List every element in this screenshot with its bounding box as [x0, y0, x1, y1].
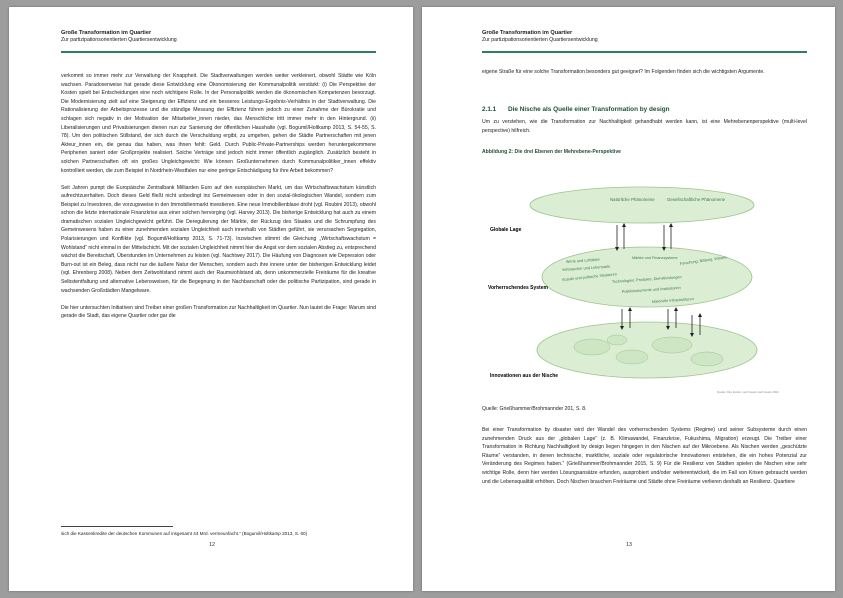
middle-label: Materielle Infrastrukturen [651, 297, 694, 304]
natural-phenomena-label: Natürliche Phänomene [610, 197, 655, 202]
left-body-text [61, 72, 376, 329]
right-page [422, 7, 835, 591]
figure-credit: Quelle: Öko-Institut, nach Geels nach Geels 2002 [717, 390, 779, 394]
middle-label: Politikinstrumente und Institutionen [621, 285, 681, 294]
niche-level-ellipse [537, 322, 757, 378]
level-label-global: Globale Lage [490, 227, 522, 233]
footnote-rule [61, 526, 173, 527]
multi-level-perspective-figure [482, 165, 807, 400]
figure-source: Quelle: Grießhammer/Brohmannder 201, S. 8. [482, 406, 587, 412]
header-title: Große Transformation im Quartier [482, 30, 573, 36]
level-label-regime [488, 285, 548, 291]
right-top-text [482, 68, 807, 85]
header-title: Große Transformation im Quartier [61, 30, 152, 36]
page-number: 13 [626, 542, 632, 548]
section-intro [482, 118, 807, 144]
paragraph: verkommt so immer mehr zur Verwaltung der Knappheit. Die Stadtverwaltungen werden weiter verkleinert, obwohl Städte wie Köln wachsen. Paradoxerweise hat gerade diese Entwicklung eine Ökonomisierung der Kommunalpolitik verstärkt: (i) Die Perspektive der Kosten spielt bei Entscheidungen eine noch wichtigere Rolle. In der Personalpolitik werden die ökonomischen Kompetenzen bevorzugt. Die Modernisierung zielt auf eine Steigerung der Effizienz und ein besseres Leistungs-Ergebnis-Verhältnis in der Stadtverwaltung. Die Rationalisierung der Arbeitsprozesse und die ständige Messung der Effizienz führen jedoch zu einer Zunahme der Bürokratie und schlagen sich negativ in der Motivation der Mitarbeiter_innen nieder, das Menschliche tritt immer mehr in den Hintergrund. (ii) Liberalisierungen und Privatisierungen dienen nun zur Sanierung der öffentlichen Haushalte (vgl. Bogumil/Holtkamp 2013, S. 54-55, S. 78). Um den politischen Stillstand, der sich durch die Verschuldung ergibt, zu umgehen, gehen die Städte Partnerschaften mit jenen Akteur_innen ein, die genau das haben, was ihnen fehlt: Geld. Durch Public-Private-Partnerships werden heruntergekommene Peripherien saniert oder Großprojekte realisiert. Solche Verträge sind jedoch nicht immer öffentlich zugänglich. Zusätzlich besteht in solchen Partnerschaften oft ein großes Ungleichgewicht: Wie können Großunternehmen durch Kommunalpolitiker_innen effektiv kontrolliert werden, die zum Beispiel in Nordrhein-Westfalen nur eine geringe Entschädigung für ihre Arbeit bekommen? [61, 73, 376, 174]
middle-label: Verbraucher und Lebensstile [561, 264, 611, 272]
running-header [61, 29, 177, 44]
header-subtitle: Zur partizipationsorientierten Quartiersentwicklung [61, 37, 177, 43]
page-number: 12 [209, 542, 215, 548]
running-header [482, 29, 598, 44]
level-label-niche: Innovationen aus der Nische [490, 373, 559, 379]
footnote: sich die Kassenkredite der deutschen Kommunen auf insgesamt 44 Mrd. vermeunfacht.“ (Bogumil/Holtkamp 2013, S. 60) [61, 531, 308, 536]
left-page [9, 7, 413, 591]
paragraph: Um zu verstehen, wie die Transformation zur Nachhaltigkeit gehandhabt werden kann, ist eine Mehrebenenperspektive (multi-level perspective) hilfreich. [482, 119, 807, 134]
figure-caption: Abbildung 2: Die drei Ebenen der Mehrebene-Perspektive [482, 149, 621, 155]
paragraph: eigene Straße für eine solche Transformation besonders gut geeignet? Im Folgenden finden sich die wichtigsten Argumente. [482, 69, 765, 75]
middle-label: Technologien, Produkte, Dienstleistungen [611, 275, 682, 284]
social-phenomena-label: Gesellschaftliche Phänomene [667, 197, 726, 202]
header-subtitle: Zur partizipationsorientierten Quartiersentwicklung [482, 37, 598, 43]
paragraph: Bei einer Transformation by disaster wird der Wandel des vorherrschenden Systems (Regime) und seiner Subsysteme durch einen zunehmenden Druck aus der „globalen Lage“ (z. B. Klimawandel, Finanzkrise, Fukushima, Migration) erzeugt. Die Treiber einer Transformation in Richtung Nachhaltigkeit by design liegen hingegen in den Nischen auf der Mikroebene. Als Nischen werden „geschützte Räume“ verstanden, in denen technische, marktliche, soziale oder regulatorische Innovationen entstehen, die ein hohes Potenzial zur Veränderung des Regimes haben.“ (Grießhammer/Brohmannder 2015, S. 9) Für die Resilienz von Städten spielen die Nischen eine sehr wichtige Rolle, denn hier werden Lösungsansätze erfunden, ausprobiert und/oder weiterentwickelt, die im Fall von Krisen gebraucht werden und die Lebensqualität erhöhen. Doch Nischen brauchen Freiräume und Städte ohne Freiräume verlieren deshalb an Resilienz. Quartiere [482, 427, 807, 485]
global-level-ellipse [530, 187, 754, 223]
middle-label: Forschung, Bildung, Wissen [679, 255, 727, 266]
section-title: Die Nische als Quelle einer Transformation by design [508, 106, 670, 113]
section-heading [482, 106, 670, 113]
middle-label: Soziale und politische Strukturen [561, 272, 618, 282]
paragraph: Seit Jahren pumpt die Europäische Zentralbank Milliarden Euro auf den europäischen Markt, um das Wirtschaftswachstum künstlich aufrechtzuerhalten. Doch dieses Geld fließt nicht unbedingt ins Gemeinwesen oder in den sozial-ökologischen Wandel, sondern zum Beispiel zu Investoren, die vorzugsweise in den Immobilienmarkt investieren. Eine neue Immobilienblase droht (vgl. Roubini 2013), obwohl schon die letzte internationale Finanzkrise aus einer solchen hervorging (vgl. Harvey 2013). Die bisherige Entwicklung hat auch zu einem dramatischen sozialen Ungleichgewicht geführt. Die Deregulierung der Märkte, der Rückzug des Staates und die Schrumpfung des Gemeinwesens haben zu einer zunehmenden sozialen Ungleichheit auch innerhalb von Städten geführt, sie verursachen Segregation, Polarisierungen und Konflikte (vgl. Bogumil/Holtkamp 2013, S. 71-73). Inzwischen stimmt die Gleichung „Wirtschaftswachstum = Wohlstand“ nicht einmal in der Mittelschicht. Mit der sozialen Ungleichheit nimmt hier die Angst vor dem sozialen Abstieg zu, entsprechend wächst die Bereitschaft, Überstunden im Unternehmen zu leisten (vgl. Nachtwey 2017). Die Häufung von Diagnosen wie Depression oder Burn-out ist ein Beleg, dass nicht nur die äußere Natur der Menschen, sondern auch ihre innere unter der bisherigen Entwicklung leidet (vgl. Ehrenberg 2008). Neben dem Zeitwohlstand nimmt auch der Raumwohlstand ab, denn unkommerzielle Freiräume für die kreative Selbstentfaltung und alternative Lebensweisen, für die Begegnung in der Nachbarschaft oder die politische Partizipation, sind gerade in wachsenden Großstädten Mangelware. [61, 184, 376, 294]
header-rule [482, 51, 807, 53]
right-bottom-text [482, 426, 807, 495]
header-rule [61, 51, 376, 53]
section-number: 2.1.1 [482, 106, 497, 113]
paragraph: Die hier untersuchten Initiativen sind Treiber einer großen Transformation zur Nachhaltigkeit im Quartier. Nun lautet die Frage: Warum sind gerade die Stadt, das eigene Quartier oder gar die [61, 304, 376, 320]
middle-label: Werte und Leitbilder [565, 257, 600, 264]
middle-label: Märkte und Finanzsysteme [632, 256, 678, 260]
level-label-regime-text: Vorherrschendes System [488, 285, 548, 291]
